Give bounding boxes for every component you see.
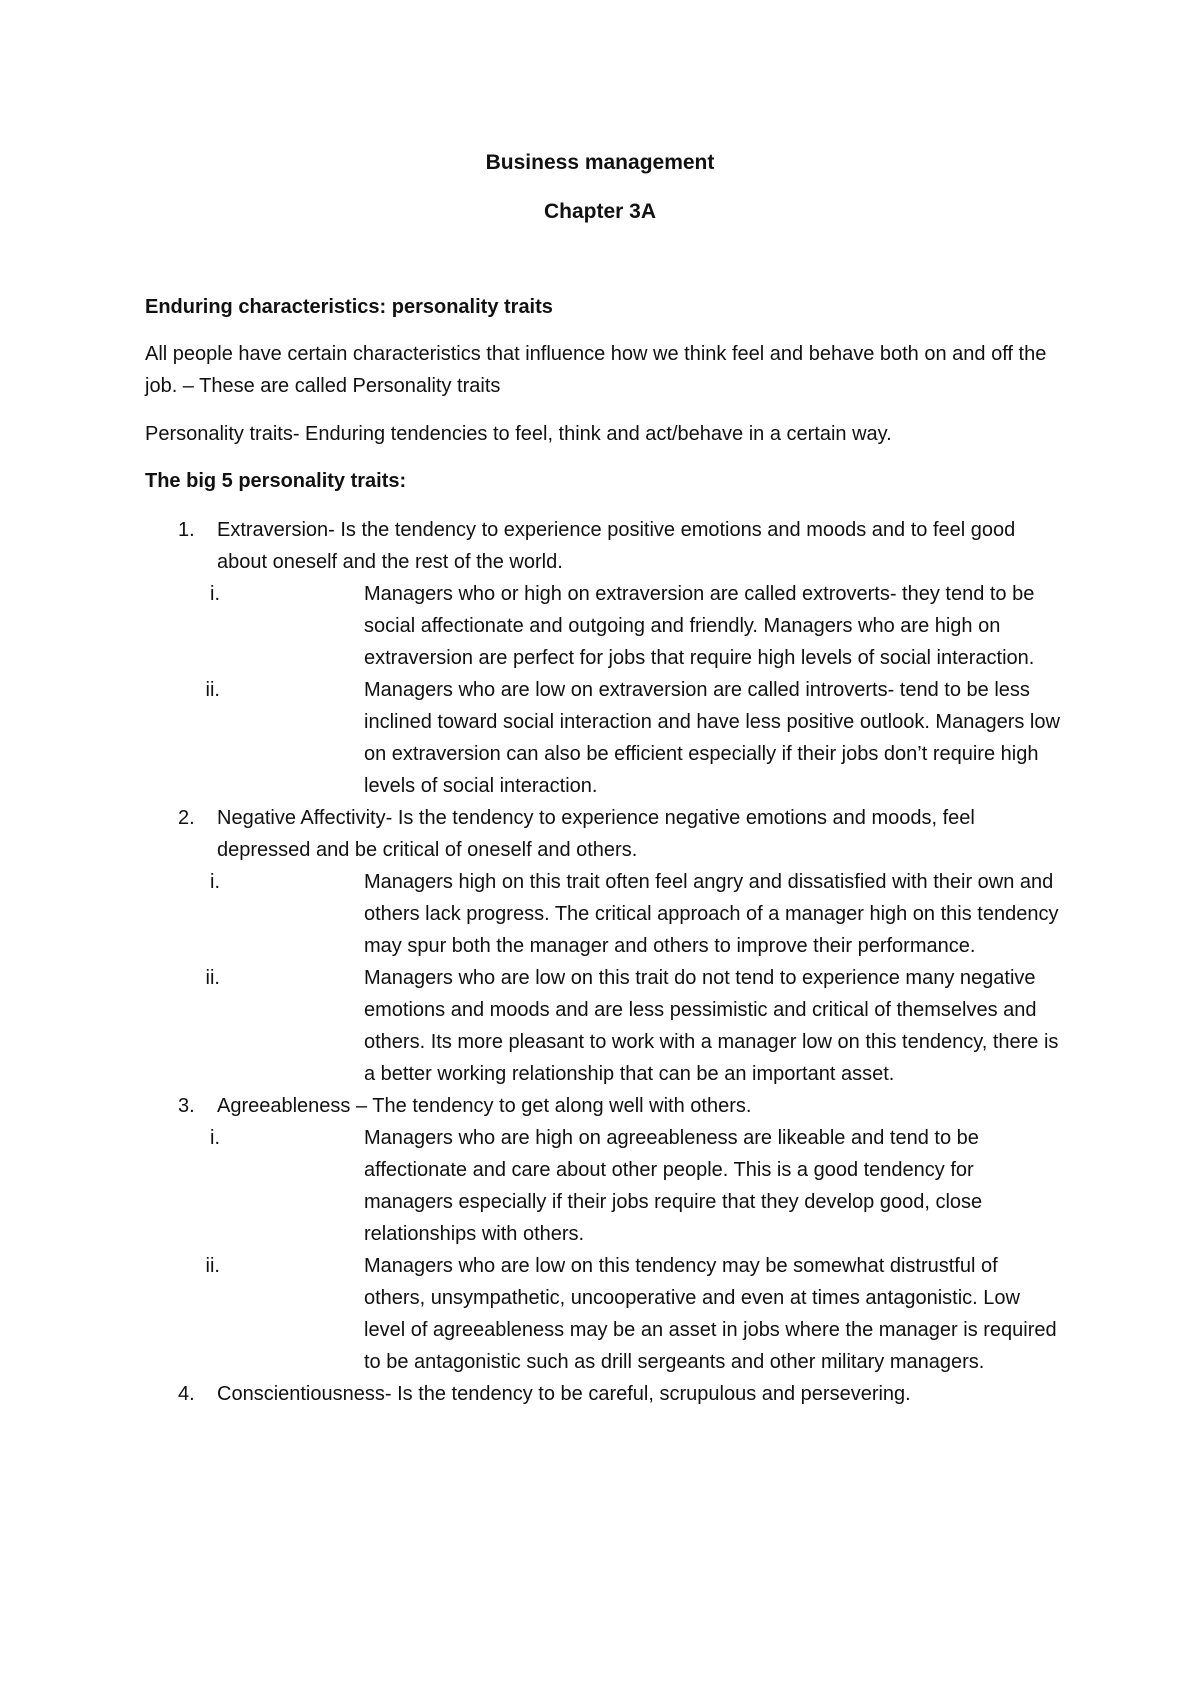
sub-item-text: Managers who are low on this trait do not tend to experience many negative emotions and moods and are less pessimistic and critical of themselves and others. Its more pleasant to work with a manager low on this tendency, there is a better working relationship that can be an important asset.	[364, 967, 1059, 1085]
trait-item-extraversion	[0, 514, 1057, 578]
sub-item-text: Managers high on this trait often feel angry and dissatisfied with their own and others lack progress. The critical approach of a manager high on this tendency may spur both the manager and others to improve their performance.	[364, 871, 1059, 957]
sub-item-text: Managers who are low on extraversion are called introverts- tend to be less inclined toward social interaction and have less positive outlook. Managers low on extraversion can also be efficient especially if their jobs don’t require high levels of social interaction.	[364, 679, 1060, 797]
chapter-title: Chapter 3A	[543, 200, 657, 223]
trait-list	[0, 514, 1200, 1410]
sub-item-text: Managers who or high on extraversion are called extroverts- they tend to be social affectionate and outgoing and friendly. Managers who are high on extraversion are perfect for jobs that require high levels of social interaction.	[364, 583, 1035, 669]
section-heading: Enduring characteristics: personality traits	[145, 296, 553, 318]
sub-item	[0, 962, 1064, 1090]
intro-paragraph: All people have certain characteristics that influence how we think feel and behave both on and off the job. – These are called Personality traits	[145, 343, 1047, 397]
sub-item-text: Managers who are low on this tendency may be somewhat distrustful of others, unsympathetic, uncooperative and even at times antagonistic. Low level of agreeableness may be an asset in jobs where the manager is required to be antagonistic such as drill sergeants and other military managers.	[364, 1255, 1057, 1373]
sub-item	[0, 866, 1064, 962]
list-number: 2.	[178, 807, 195, 829]
trait-item-conscientiousness	[0, 1378, 1057, 1410]
sub-item	[0, 674, 1064, 802]
definition-paragraph: Personality traits- Enduring tendencies to feel, think and act/behave in a certain way.	[145, 423, 892, 445]
sub-item	[0, 578, 1064, 674]
list-number: 1.	[178, 519, 195, 541]
trait-text: Conscientiousness- Is the tendency to be careful, scrupulous and persevering.	[217, 1383, 911, 1405]
sub-item	[0, 1250, 1064, 1378]
list-number: 4.	[178, 1383, 195, 1405]
sub-item-text: Managers who are high on agreeableness are likeable and tend to be affectionate and care about other people. This is a good tendency for managers especially if their jobs require that they develop good, close relationships with others.	[364, 1127, 983, 1245]
roman-numeral: i.	[210, 583, 220, 605]
big5-heading: The big 5 personality traits:	[145, 470, 407, 492]
roman-numeral: i.	[210, 871, 220, 893]
sub-item	[0, 1122, 1064, 1250]
roman-numeral: ii.	[205, 967, 220, 989]
document-title: Business management	[485, 151, 715, 174]
trait-text: Agreeableness – The tendency to get along well with others.	[217, 1095, 752, 1117]
trait-item-agreeableness	[0, 1090, 1057, 1122]
trait-item-negative-affectivity	[0, 802, 1057, 866]
trait-text: Negative Affectivity- Is the tendency to experience negative emotions and moods, feel depressed and be critical of oneself and others.	[217, 807, 975, 861]
list-number: 3.	[178, 1095, 195, 1117]
roman-numeral: ii.	[205, 1255, 220, 1277]
roman-numeral: i.	[210, 1127, 220, 1149]
trait-text: Extraversion- Is the tendency to experience positive emotions and moods and to feel good about oneself and the rest of the world.	[217, 519, 1016, 573]
roman-numeral: ii.	[205, 679, 220, 701]
